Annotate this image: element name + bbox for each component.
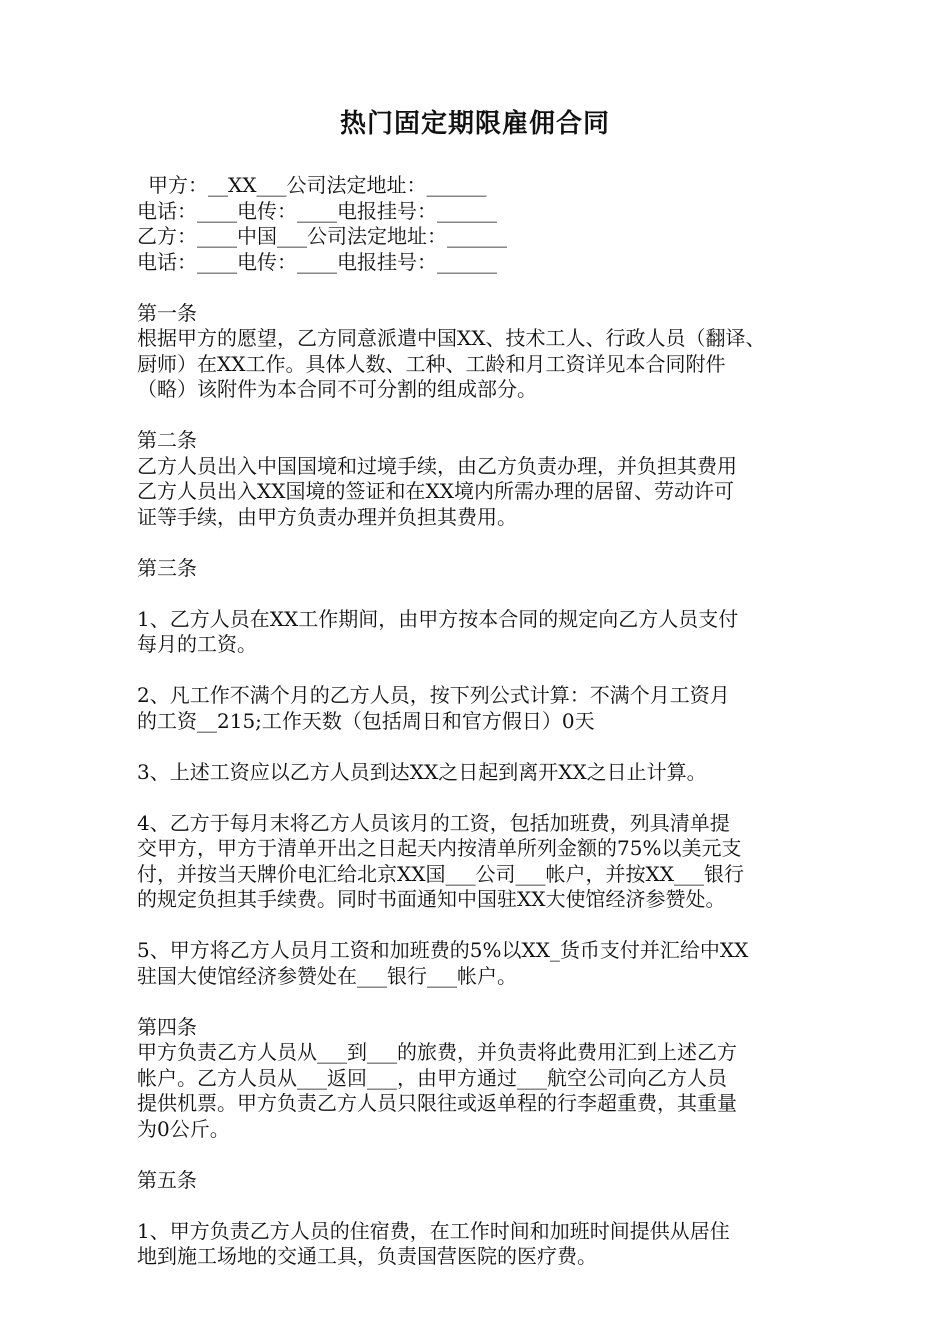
paragraph-line: 1、甲方负责乙方人员的住宿费，在工作时间和加班时间提供从居住 <box>137 1218 730 1243</box>
clause-item <box>137 811 827 913</box>
clause-item <box>137 760 827 786</box>
paragraph-line: 乙方人员出入中国国境和过境手续，由乙方负责办理，并负担其费用 <box>137 453 737 478</box>
paragraph-line: 为0公斤。 <box>137 1116 230 1141</box>
paragraph-line: 5、甲方将乙方人员月工资和加班费的5%以XX_货币支付并汇给中XX <box>137 938 749 962</box>
party-b-contact-line: 电话：____电传：____电报挂号：______ <box>137 249 497 274</box>
article-1 <box>137 301 827 403</box>
clause-item <box>137 938 827 989</box>
article-heading: 第四条 <box>137 1014 197 1039</box>
paragraph-line: 2、凡工作不满个月的乙方人员，按下列公式计算：不满个月工资月 <box>137 683 730 707</box>
article-3 <box>137 556 827 990</box>
paragraph-line: 的工资__215;工作天数（包括周日和官方假日）0天 <box>137 708 595 733</box>
paragraph-line: 交甲方，甲方于清单开出之日起天内按清单所列金额的75%以美元支 <box>137 836 742 860</box>
paragraph-line: 帐户。乙方人员从___返回___，由甲方通过___航空公司向乙方人员 <box>137 1065 727 1090</box>
paragraph-line: （略）该附件为本合同不可分割的组成部分。 <box>137 377 537 401</box>
clause-item <box>137 1219 827 1270</box>
paragraph-line: 3、上述工资应以乙方人员到达XX之日起到离开XX之日止计算。 <box>137 759 707 784</box>
paragraph-line: 4、乙方于每月末将乙方人员该月的工资，包括加班费，列具清单提 <box>137 810 730 835</box>
paragraph-line: 1、乙方人员在XX工作期间，由甲方按本合同的规定向乙方人员支付 <box>137 606 739 631</box>
party-info <box>137 173 827 275</box>
document-body <box>137 173 827 1270</box>
party-b-line: 乙方：____中国___公司法定地址：______ <box>137 224 507 248</box>
article-heading: 第一条 <box>137 300 197 325</box>
paragraph-line: 每月的工资。 <box>137 632 257 656</box>
paragraph-line: 厨师）在XX工作。具体人数、工种、工龄和月工资详见本合同附件 <box>137 351 726 376</box>
paragraph-line: 地到施工场地的交通工具，负责国营医院的医疗费。 <box>137 1244 597 1268</box>
paragraph-line: 证等手续，由甲方负责办理并负担其费用。 <box>137 504 517 529</box>
paragraph-line: 提供机票。甲方负责乙方人员只限往或返单程的行李超重费，其重量 <box>137 1091 737 1115</box>
article-heading: 第三条 <box>137 555 197 580</box>
paragraph-line: 驻国大使馆经济参赞处在___银行___帐户。 <box>137 963 517 988</box>
clause-item <box>137 607 827 658</box>
article-heading: 第二条 <box>137 428 197 452</box>
paragraph-line: 乙方人员出入XX国境的签证和在XX境内所需办理的居留、劳动许可 <box>137 479 734 503</box>
document-title: 热门固定期限雇佣合同 <box>339 109 610 139</box>
article-5 <box>137 1168 827 1270</box>
article-4 <box>137 1015 827 1143</box>
paragraph-line: 根据甲方的愿望，乙方同意派遣中国XX、技术工人、行政人员（翻译、 <box>137 326 766 350</box>
paragraph-line: 的规定负担其手续费。同时书面通知中国驻XX大使馆经济参赞处。 <box>137 887 726 911</box>
paragraph-line: 甲方负责乙方人员从___到___的旅费，并负责将此费用汇到上述乙方 <box>137 1040 737 1064</box>
paragraph-line: 付，并按当天牌价电汇给北京XX国___公司___帐户，并按XX___银行 <box>137 861 744 886</box>
article-heading: 第五条 <box>137 1167 197 1192</box>
party-a-line: 甲方：__XX___公司法定地址：______ <box>148 173 487 197</box>
party-a-contact-line: 电话：____电传：____电报挂号：______ <box>137 198 497 223</box>
article-2 <box>137 428 827 530</box>
clause-item <box>137 683 827 734</box>
